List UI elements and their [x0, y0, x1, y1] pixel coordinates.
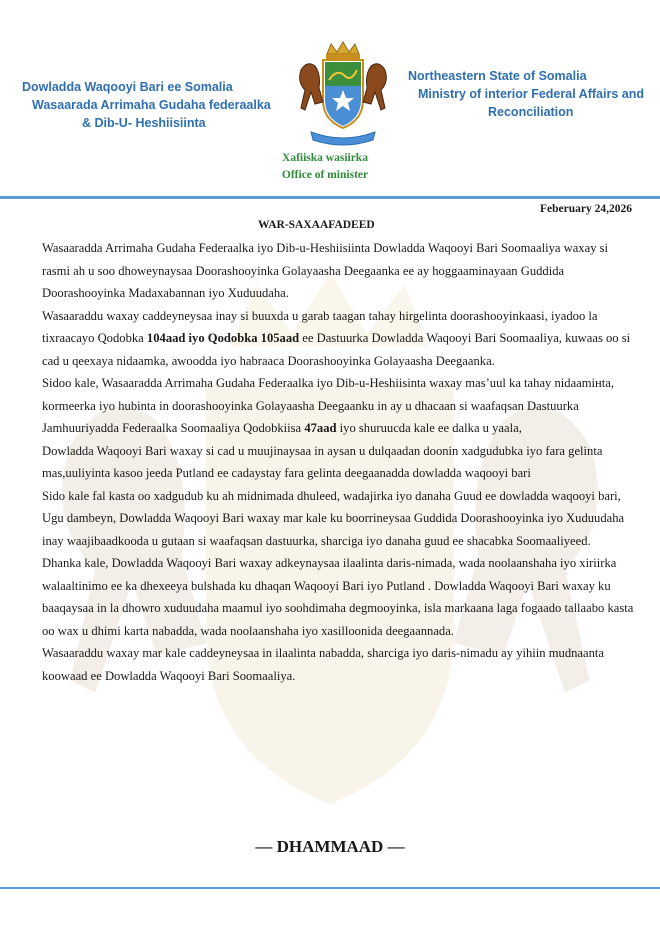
- header-divider: [0, 196, 660, 199]
- footer-divider: [0, 887, 660, 889]
- header-left-line-3: & Dib-U- Heshiisiinta: [82, 116, 206, 130]
- header-left-line-1: Dowladda Waqooyi Bari ee Somalia: [22, 80, 233, 94]
- body-paragraph-4: Dowladda Waqooyi Bari waxay si cad u muujinaysaa in aysan u dulqaadan doonin xadgudubka iyo fara gelinta mas,uuliyinta kasoo jeeda Putland ee cadaystay fara gelinta deegaanadda dowladda waqooyi bari: [42, 443, 603, 480]
- body-paragraph-3: Sidoo kale, Wasaaradda Arrimaha Gudaha Federaalka iyo Dib-u-Heshiisinta waxay mas’uul ka tahay nidaamінta, kormeerka iyo hubinta in doorashooyinka Golayaasha Deegaanku in ay u dhacaan si waafaqsan Dastuurka Jamhuuriyadda Federaalka Soomaaliya Qodobkiisa 47aad iyo shuruucda kale ee dalka u yaala,: [42, 376, 615, 435]
- header-right: [408, 67, 658, 121]
- header-right-line-3: Reconciliation: [488, 105, 574, 119]
- header-right-line-1: Northeastern State of Somalia: [408, 69, 587, 83]
- closing-line: — DHAMMAAD —: [255, 837, 405, 856]
- body-paragraph-2: Wasaaraddu waxay caddeyneysaa inay si buuxda u garab taagan tahay hirgelinta doorashooyinkaasi, iyadoo la tixraacayo Qodobka 104aad iyo Qodobka 105aad ee Dastuurka Dowladda Waqooyi Bari Soomaaliya, kuwaas oo si cad u qeexaya nidaamka, awoodda iyo habraaca Doorashooyinka Golayaasha Deegaanka.: [42, 308, 631, 368]
- body-paragraph-7: Dhanka kale, Dowladda Waqooyi Bari waxay adkeynaysaa ilaalinta daris-nimada, wada noolaanshaha iyo xiriirka walaaltinimo ee ka dhexeeya bulshada ku dhaqan Waqooyi Bari iyo Putland . Dowladda Waqooyi Bari waxay ku baaqaysaa in la dhowro xuduudaha maamul iyo soohdimaha degmooyinka, isla markaana laga fogaado tallaabo kasta oo wax u dhimi karta nabadda, wada noolaanshaha iyo xasilloonida deegaannada.: [42, 556, 634, 638]
- office-label: [245, 150, 405, 184]
- header-left-line-2: Wasaarada Arrimaha Gudaha federaalka: [32, 98, 271, 112]
- coat-of-arms-emblem-icon: [293, 40, 393, 150]
- document-body: [42, 237, 634, 687]
- document-title: WAR-SAXAAFADEED: [258, 219, 375, 231]
- body-paragraph-1: Wasaaradda Arrimaha Gudaha Federaalka iyo Dib-u-Heshiisiinta Dowladda Waqooyi Bari Soomaaliya waxay si rasmi ah u soo dhoweynaysaa Doorashooyinka Golayaasha Deegaanka ee ay hoggaaminayaan Guddida Doorashooyinka Madaxabannan iyo Xuduudaha.: [42, 241, 609, 300]
- body-paragraph-5: Sido kale fal kasta oo xadgudub ku ah midnimada dhuleed, wadajirka iyo danaha Guud ee dowladda waqooyi bari,: [42, 488, 621, 503]
- office-somali: Xafiiska wasiirka: [282, 152, 368, 164]
- body-paragraph-6: Ugu dambeyn, Dowladda Waqooyi Bari waxay mar kale ku boorrineysaa Guddida Doorashooyinka iyo Xuduudaha inay waajibaadkooda u gutaan si waafaqsan dastuurka, sharciga iyo danaha guud ee shacabka Soomaaliyeed.: [42, 511, 625, 548]
- header-left: [22, 78, 272, 132]
- document-date: Feberuary 24,2026: [540, 203, 632, 215]
- body-paragraph-8: Wasaaraddu waxay mar kale caddeyneysaa in ilaalinta nabadda, sharciga iyo daris-nimadu ay yihiin mudnaanta koowaad ee Dowladda Waqooyi Bari Soomaaliya.: [42, 646, 604, 683]
- header-right-line-2: Ministry of interior Federal Affairs and: [418, 87, 644, 101]
- office-english: Office of minister: [281, 169, 369, 181]
